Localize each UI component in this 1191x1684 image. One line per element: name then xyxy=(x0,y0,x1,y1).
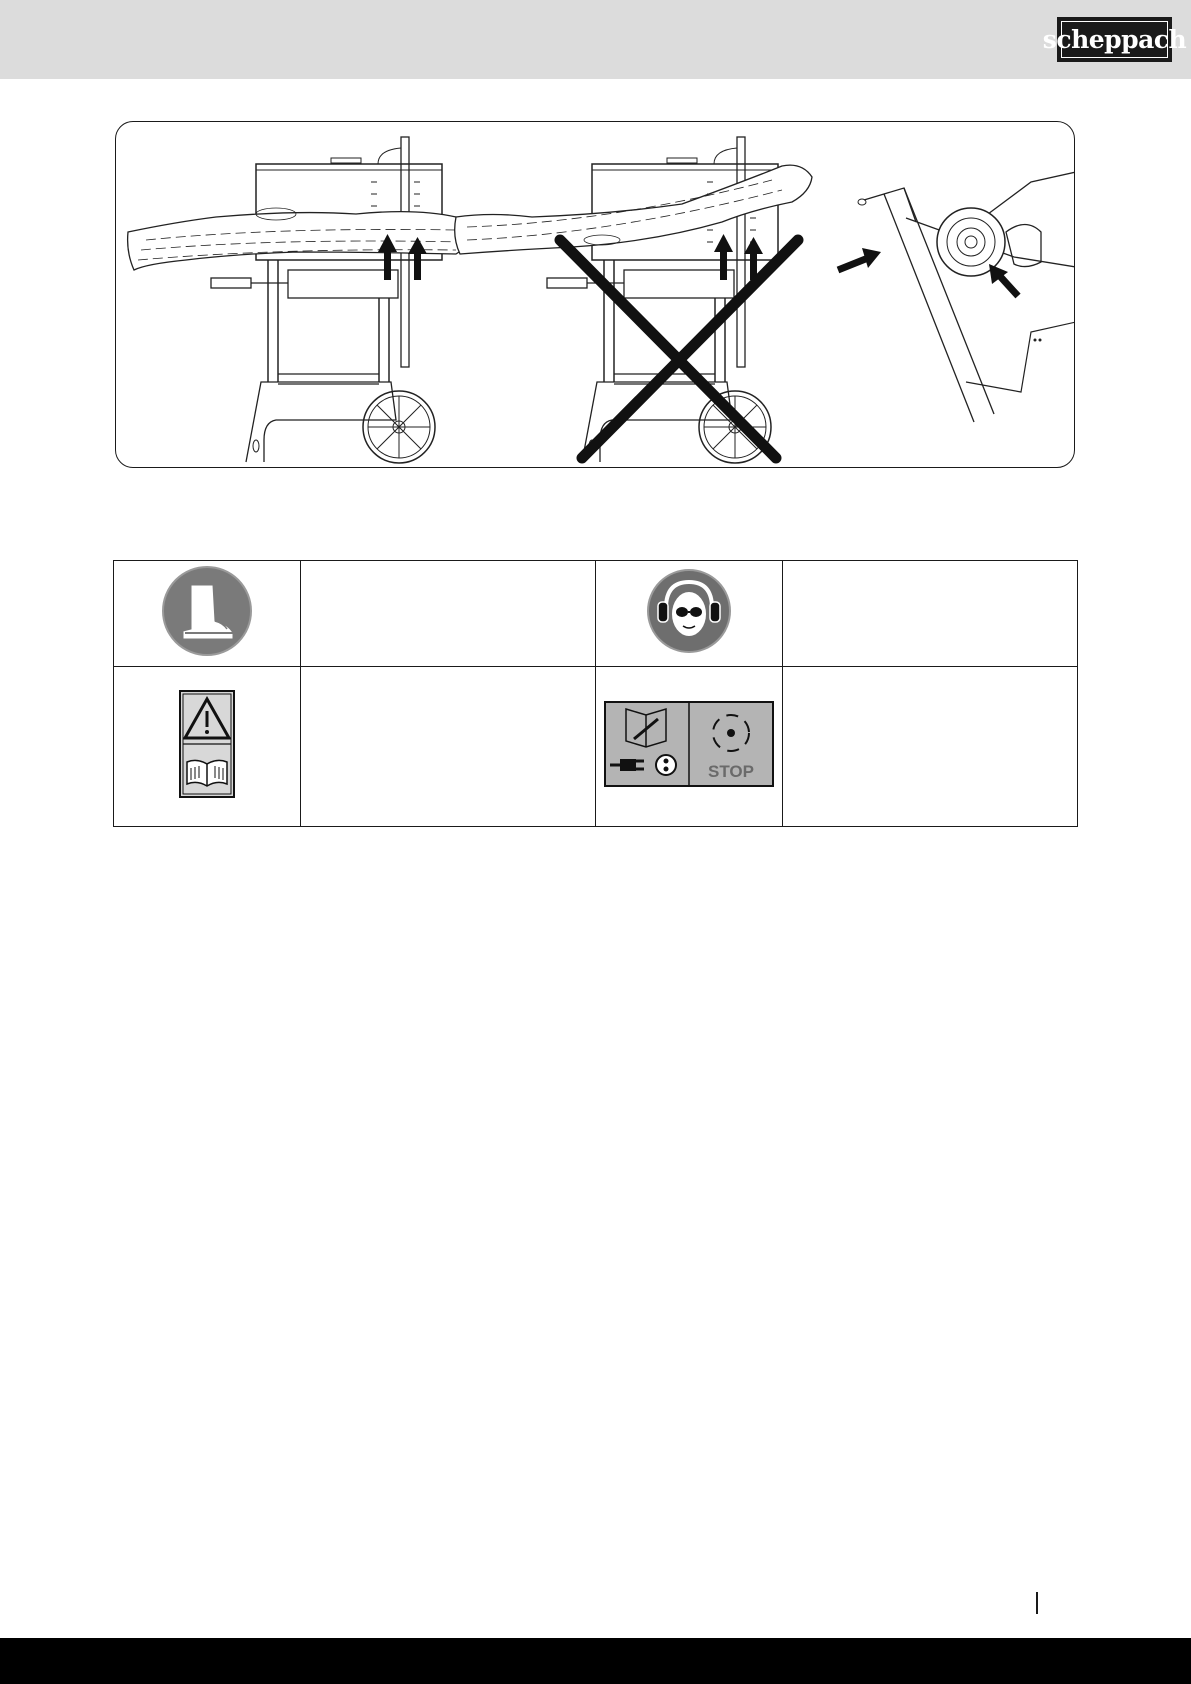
footer-band xyxy=(0,1638,1191,1684)
log-clamp-detail xyxy=(838,172,1075,422)
log-saw-correct-position xyxy=(128,137,471,463)
brand-logo-text: scheppach xyxy=(1061,21,1168,58)
log-saw-wrong-position xyxy=(455,137,812,463)
stop-label: STOP xyxy=(708,762,754,781)
symbol-description xyxy=(301,667,596,827)
unplug-stop-blade-icon xyxy=(604,701,774,787)
symbol-icon-cell xyxy=(114,561,301,667)
figure-illustrations xyxy=(116,122,1075,468)
arrow-up-icon xyxy=(714,234,733,280)
symbol-description xyxy=(783,667,1078,827)
warning-read-manual-icon xyxy=(179,690,235,798)
symbol-icon-cell xyxy=(596,561,783,667)
table-row xyxy=(114,667,1078,827)
safety-boots-icon xyxy=(161,565,253,657)
arrow-diagonal-icon xyxy=(989,264,1018,296)
symbol-icon-cell xyxy=(114,667,301,827)
ear-eye-protection-icon xyxy=(646,568,732,654)
page-number-marker xyxy=(1036,1592,1038,1614)
symbol-description xyxy=(783,561,1078,667)
symbol-icon-cell xyxy=(596,667,783,827)
header-band xyxy=(0,0,1191,79)
table-row xyxy=(114,561,1078,667)
safety-symbol-table xyxy=(113,560,1078,827)
arrow-diagonal-icon xyxy=(838,248,881,270)
figure-panel xyxy=(115,121,1075,468)
brand-logo xyxy=(1042,17,1187,62)
symbol-description xyxy=(301,561,596,667)
cross-mark xyxy=(560,240,798,458)
